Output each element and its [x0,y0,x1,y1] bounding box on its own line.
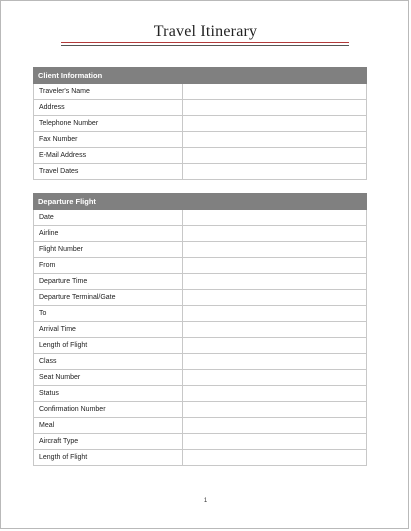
row-label: Flight Number [34,242,183,257]
page-number: 1 [203,498,208,504]
row-label: Meal [34,418,183,433]
row-label: Confirmation Number [34,402,183,417]
title-underline-dark [61,45,349,46]
row-label: Class [34,354,183,369]
date-field[interactable] [183,210,366,225]
row-label: Arrival Time [34,322,183,337]
table-row [33,338,367,354]
row-label: Airline [34,226,183,241]
length-of-flight-field[interactable] [183,338,366,353]
table-row [33,322,367,338]
table-row [33,402,367,418]
table-row [33,242,367,258]
client-information-header: Client Information [33,67,367,84]
row-label: Departure Terminal/Gate [34,290,183,305]
telephone-number-field[interactable] [183,116,366,131]
table-row [33,354,367,370]
row-label: Travel Dates [34,164,183,179]
travelers-name-field[interactable] [183,84,366,99]
departure-flight-header: Departure Flight [33,193,367,210]
table-row [33,306,367,322]
table-row [33,148,367,164]
seat-number-field[interactable] [183,370,366,385]
email-address-field[interactable] [183,148,366,163]
row-label: Date [34,210,183,225]
aircraft-type-field[interactable] [183,434,366,449]
table-row [33,370,367,386]
row-label: Traveler's Name [34,84,183,99]
table-row [33,450,367,466]
table-row [33,100,367,116]
departure-terminal-gate-field[interactable] [183,290,366,305]
row-label: Seat Number [34,370,183,385]
airline-field[interactable] [183,226,366,241]
status-field[interactable] [183,386,366,401]
table-row [33,274,367,290]
row-label: E-Mail Address [34,148,183,163]
table-row [33,418,367,434]
table-row [33,84,367,100]
row-label: Status [34,386,183,401]
row-label: Telephone Number [34,116,183,131]
row-label: Length of Flight [34,450,183,465]
table-row [33,132,367,148]
page-title: Travel Itinerary [153,23,258,40]
table-row [33,434,367,450]
client-information-table [33,67,367,180]
arrival-time-field[interactable] [183,322,366,337]
departure-flight-table [33,193,367,466]
row-label: Departure Time [34,274,183,289]
departure-time-field[interactable] [183,274,366,289]
table-row [33,116,367,132]
table-row [33,386,367,402]
table-row [33,164,367,180]
row-label: To [34,306,183,321]
table-row [33,226,367,242]
row-label: Fax Number [34,132,183,147]
table-row [33,210,367,226]
row-label: From [34,258,183,273]
meal-field[interactable] [183,418,366,433]
to-field[interactable] [183,306,366,321]
flight-number-field[interactable] [183,242,366,257]
row-label: Address [34,100,183,115]
class-field[interactable] [183,354,366,369]
travel-dates-field[interactable] [183,164,366,179]
from-field[interactable] [183,258,366,273]
table-row [33,258,367,274]
table-row [33,290,367,306]
fax-number-field[interactable] [183,132,366,147]
address-field[interactable] [183,100,366,115]
row-label: Aircraft Type [34,434,183,449]
length-of-flight-field[interactable] [183,450,366,465]
row-label: Length of Flight [34,338,183,353]
title-underline-red [61,42,349,43]
confirmation-number-field[interactable] [183,402,366,417]
